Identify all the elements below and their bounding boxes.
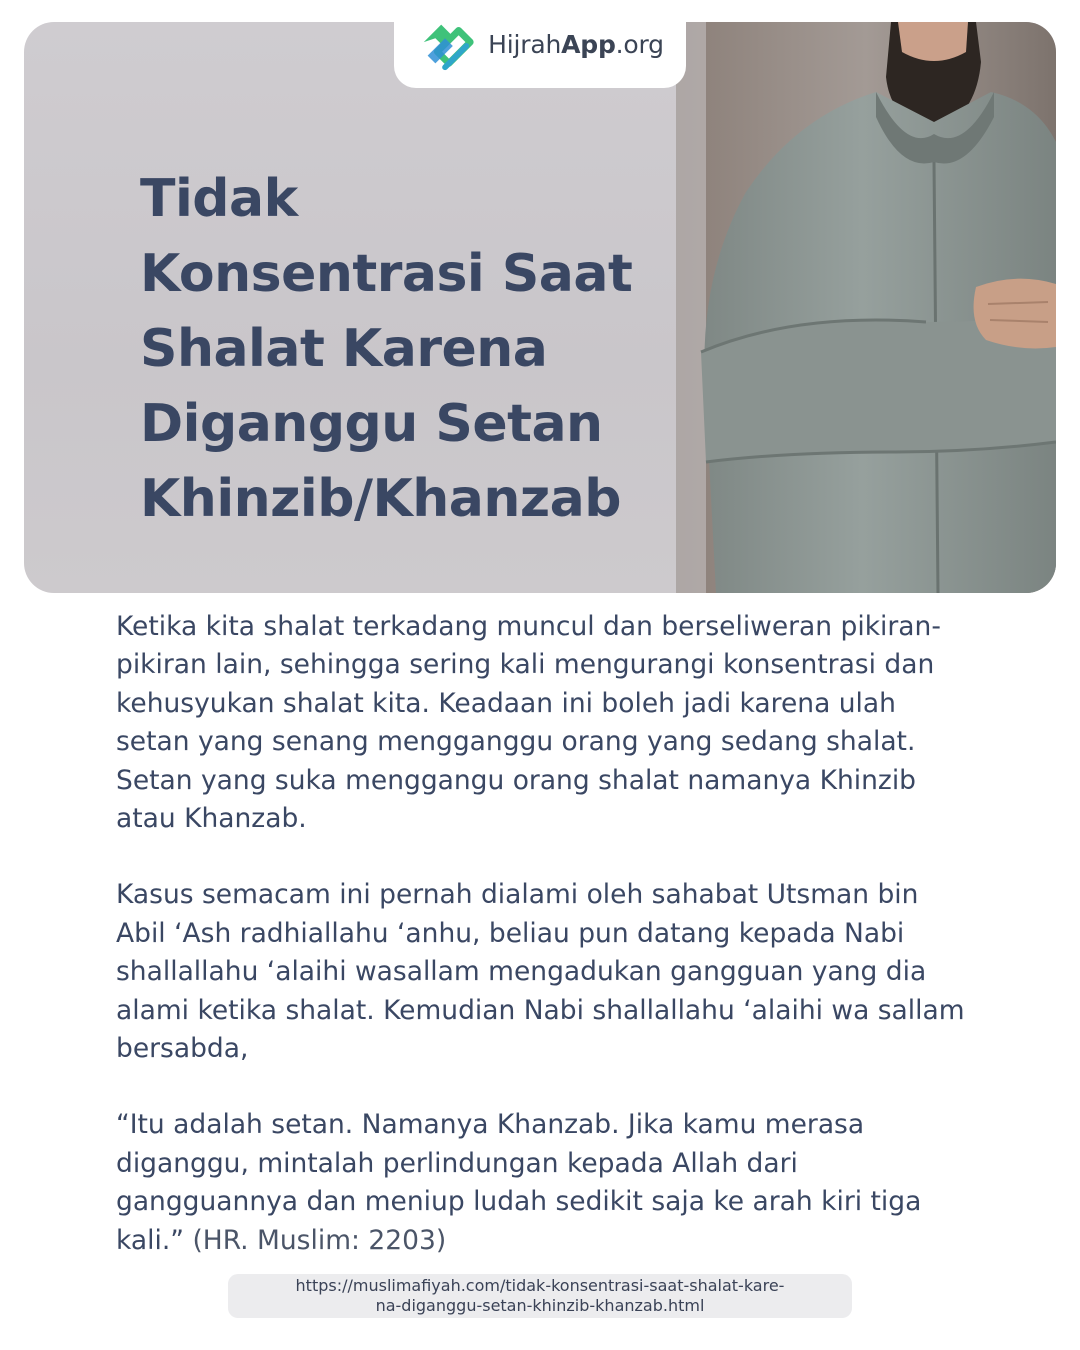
brand-name: HijrahApp.org [488,29,664,59]
man-in-grey-robe-photo [676,22,1056,593]
article-paragraph: Kasus semacam ini pernah dialami oleh sahabat Utsman bin Abil ‘Ash radhiallahu ‘anhu, beliau pun datang kepada Nabi shallallahu ‘alaihi wasallam mengadukan gangguan yang dia alami ketika shalat. Kemudian Nabi shallallahu ‘alaihi wa sallam bersabda, [116,879,965,1065]
article-body [116,608,976,1298]
title-line: Shalat Karena [140,319,548,379]
title-line: Tidak [140,169,298,229]
title-line: Diganggu Setan [140,394,603,454]
page-title [140,162,700,537]
brand-logo-tab [394,0,686,88]
source-url-line: https://muslimafiyah.com/tidak-konsentrasi-saat-shalat-kare- [295,1276,785,1295]
title-line: Konsentrasi Saat [140,244,633,304]
quote-text: “Itu adalah setan. Namanya Khanzab. Jika kamu merasa diganggu, mintalah perlindungan kepada Allah dari gangguannya dan meniup ludah sedikit saja ke arah kiri tiga kali.” [116,1109,922,1256]
source-link[interactable] [228,1274,852,1318]
hadith-quote [116,1106,976,1260]
hero-banner [24,22,1056,593]
hadith-reference: (HR. Muslim: 2203) [192,1224,447,1256]
article-paragraph: Ketika kita shalat terkadang muncul dan berseliweran pikiran-pikiran lain, sehingga sering kali mengurangi konsentrasi dan kehusyukan shalat kita. Keadaan ini boleh jadi karena ulah setan yang senang mengganggu orang yang sedang shalat. Setan yang suka menggangu orang shalat namanya Khinzib atau Khanzab. [116,611,941,835]
source-url-line: na-diganggu-setan-khinzib-khanzab.html [375,1296,705,1315]
hijrahapp-logo-icon [416,13,478,75]
title-line: Khinzib/Khanzab [140,469,621,529]
